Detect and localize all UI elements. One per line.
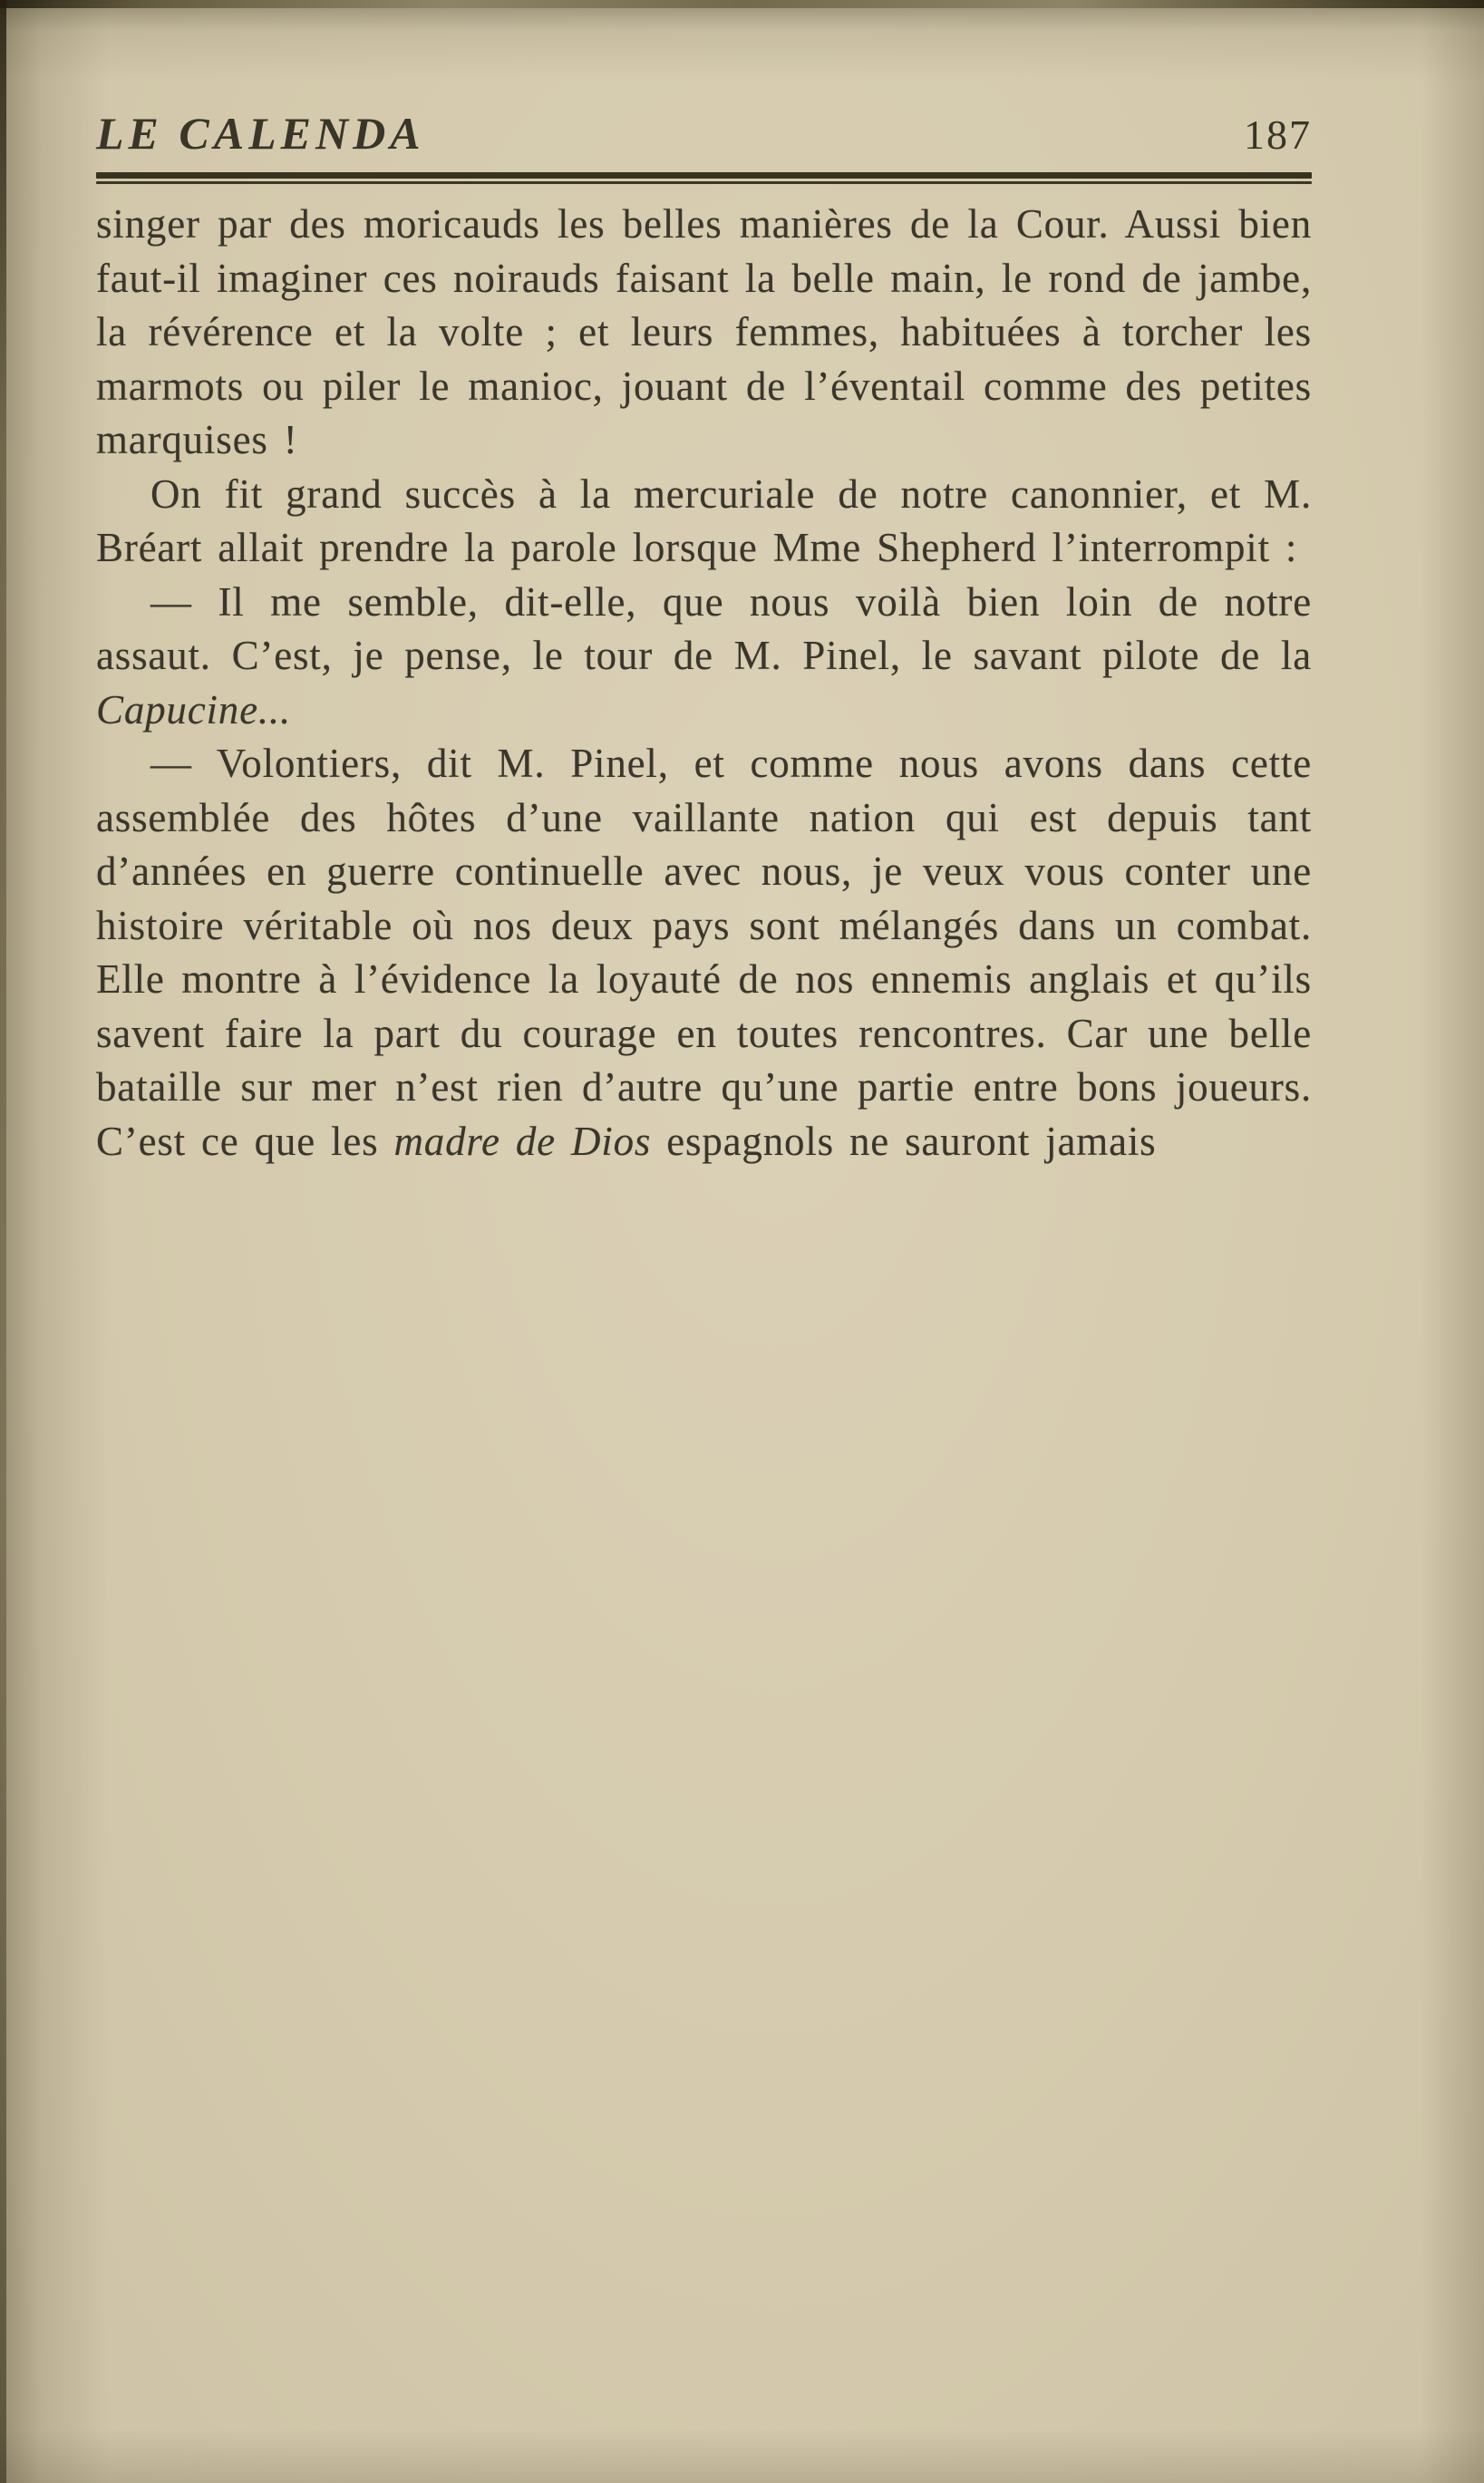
scan-edge-left bbox=[0, 0, 6, 2483]
paragraph-4: — Volontiers, dit M. Pinel, et comme nous avons dans cette assemblée des hôtes d’une vaillante nation qui est depuis tant d’années en guerre continuelle avec nous, je veux vous conter une histoire véritable où nos deux pays sont mélangés dans un combat. Elle montre à l’évidence la loyauté de nos ennemis anglais et qu’ils savent faire la part du courage en toutes rencontres. Car une belle bataille sur mer n’est rien d’autre qu’une partie entre bons joueurs. C’est ce que les madre de Dios espagnols ne sauront jamais bbox=[96, 741, 1312, 1164]
paragraph-3: — Il me semble, dit-elle, que nous voilà bien loin de notre assaut. C’est, je pense, le tour de M. Pinel, le savant pilote de la Capucine... bbox=[96, 578, 1312, 732]
page-number: 187 bbox=[1244, 112, 1312, 158]
running-header bbox=[96, 107, 1312, 160]
running-title: LE CALENDA bbox=[96, 108, 425, 159]
paragraph-1: singer par des moricauds les belles manières de la Cour. Aussi bien faut-il imaginer ces noirauds faisant la belle main, le rond de jambe, la révérence et la volte ; et leurs femmes, habituées à torcher les marmots ou piler le manioc, jouant de l’éventail comme des petites marquises ! bbox=[96, 201, 1312, 462]
scan-edge-top bbox=[0, 0, 1484, 8]
header-rule-thin bbox=[96, 181, 1312, 184]
header-rule bbox=[96, 172, 1312, 184]
body-text bbox=[96, 198, 1312, 1169]
paragraph-2: On fit grand succès à la mercuriale de notre canonnier, et M. Bréart allait prendre la parole lorsque Mme Shepherd l’interrompit : bbox=[96, 470, 1312, 570]
header-rule-thick bbox=[96, 172, 1312, 179]
